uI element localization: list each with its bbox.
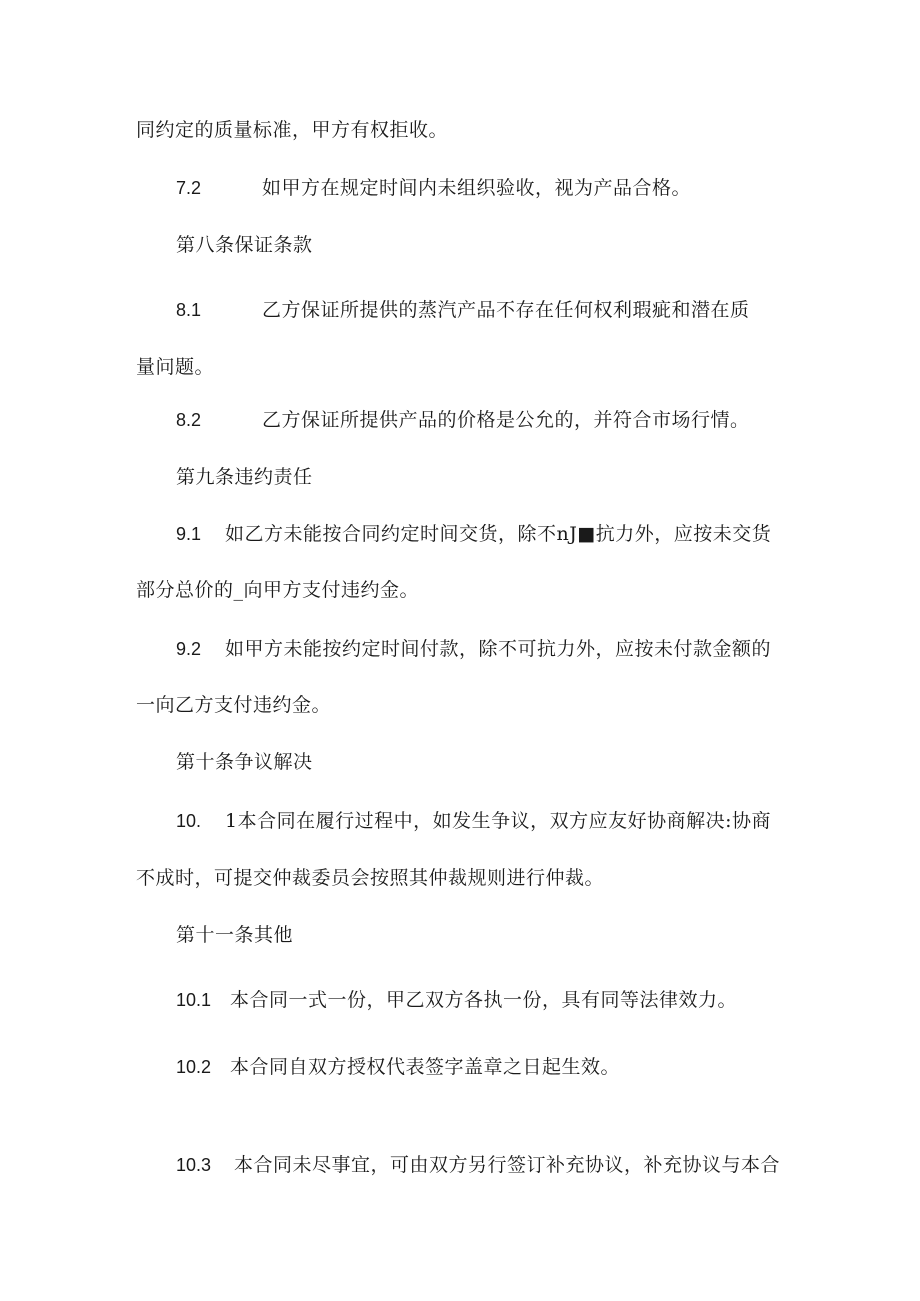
clause-8-1-text: 乙方保证所提供的蒸汽产品不存在任何权利瑕疵和潜在质	[262, 299, 750, 321]
clause-8-2-text: 乙方保证所提供产品的价格是公允的，并符合市场行情。	[262, 409, 750, 431]
clause-7-2-number: 7.2	[176, 178, 202, 198]
clause-9-2-continuation: 一向乙方支付违约金。	[136, 694, 332, 716]
clause-11-2-text: 本合同自双方授权代表签字盖章之日起生效。	[230, 1056, 621, 1078]
clause-7-2-text: 如甲方在规定时间内未组织验收，视为产品合格。	[262, 177, 692, 199]
clause-7-1-continuation: 同约定的质量标准，甲方有权拒收。	[136, 119, 449, 141]
clause-10-1-number: 10.	[176, 811, 202, 831]
clause-9-1-continuation: 部分总价的_向甲方支付违约金。	[136, 579, 420, 601]
clause-8-2-number: 8.2	[176, 410, 202, 430]
clause-11-3-number: 10.3	[176, 1155, 212, 1175]
clause-10-1-continuation: 不成时，可提交仲裁委员会按照其仲裁规则进行仲裁。	[136, 867, 605, 889]
article-9-heading: 第九条违约责任	[176, 466, 313, 488]
clause-9-2-number: 9.2	[176, 639, 202, 659]
clause-8-1-continuation: 量问题。	[136, 356, 215, 378]
clause-11-1-text: 本合同一式一份，甲乙双方各执一份，具有同等法律效力。	[230, 989, 738, 1011]
clause-8-1-number: 8.1	[176, 300, 202, 320]
clause-10-1-text: 1本合同在履行过程中，如发生争议，双方应友好协商解决:协商	[225, 810, 771, 832]
clause-11-3-text: 本合同未尽事宜，可由双方另行签订补充协议，补充协议与本合	[234, 1154, 781, 1176]
article-11-heading: 第十一条其他	[176, 924, 294, 946]
article-8-heading: 第八条保证条款	[176, 234, 313, 256]
clause-9-1-number: 9.1	[176, 524, 202, 544]
clause-9-1-text: 如乙方未能按合同约定时间交货，除不nJ■抗力外，应按未交货	[225, 523, 772, 545]
clause-11-2-number: 10.2	[176, 1057, 212, 1077]
article-10-heading: 第十条争议解决	[176, 751, 313, 773]
clause-9-2-text: 如甲方未能按约定时间付款，除不可抗力外，应按未付款金额的	[225, 638, 772, 660]
clause-11-1-number: 10.1	[176, 990, 212, 1010]
